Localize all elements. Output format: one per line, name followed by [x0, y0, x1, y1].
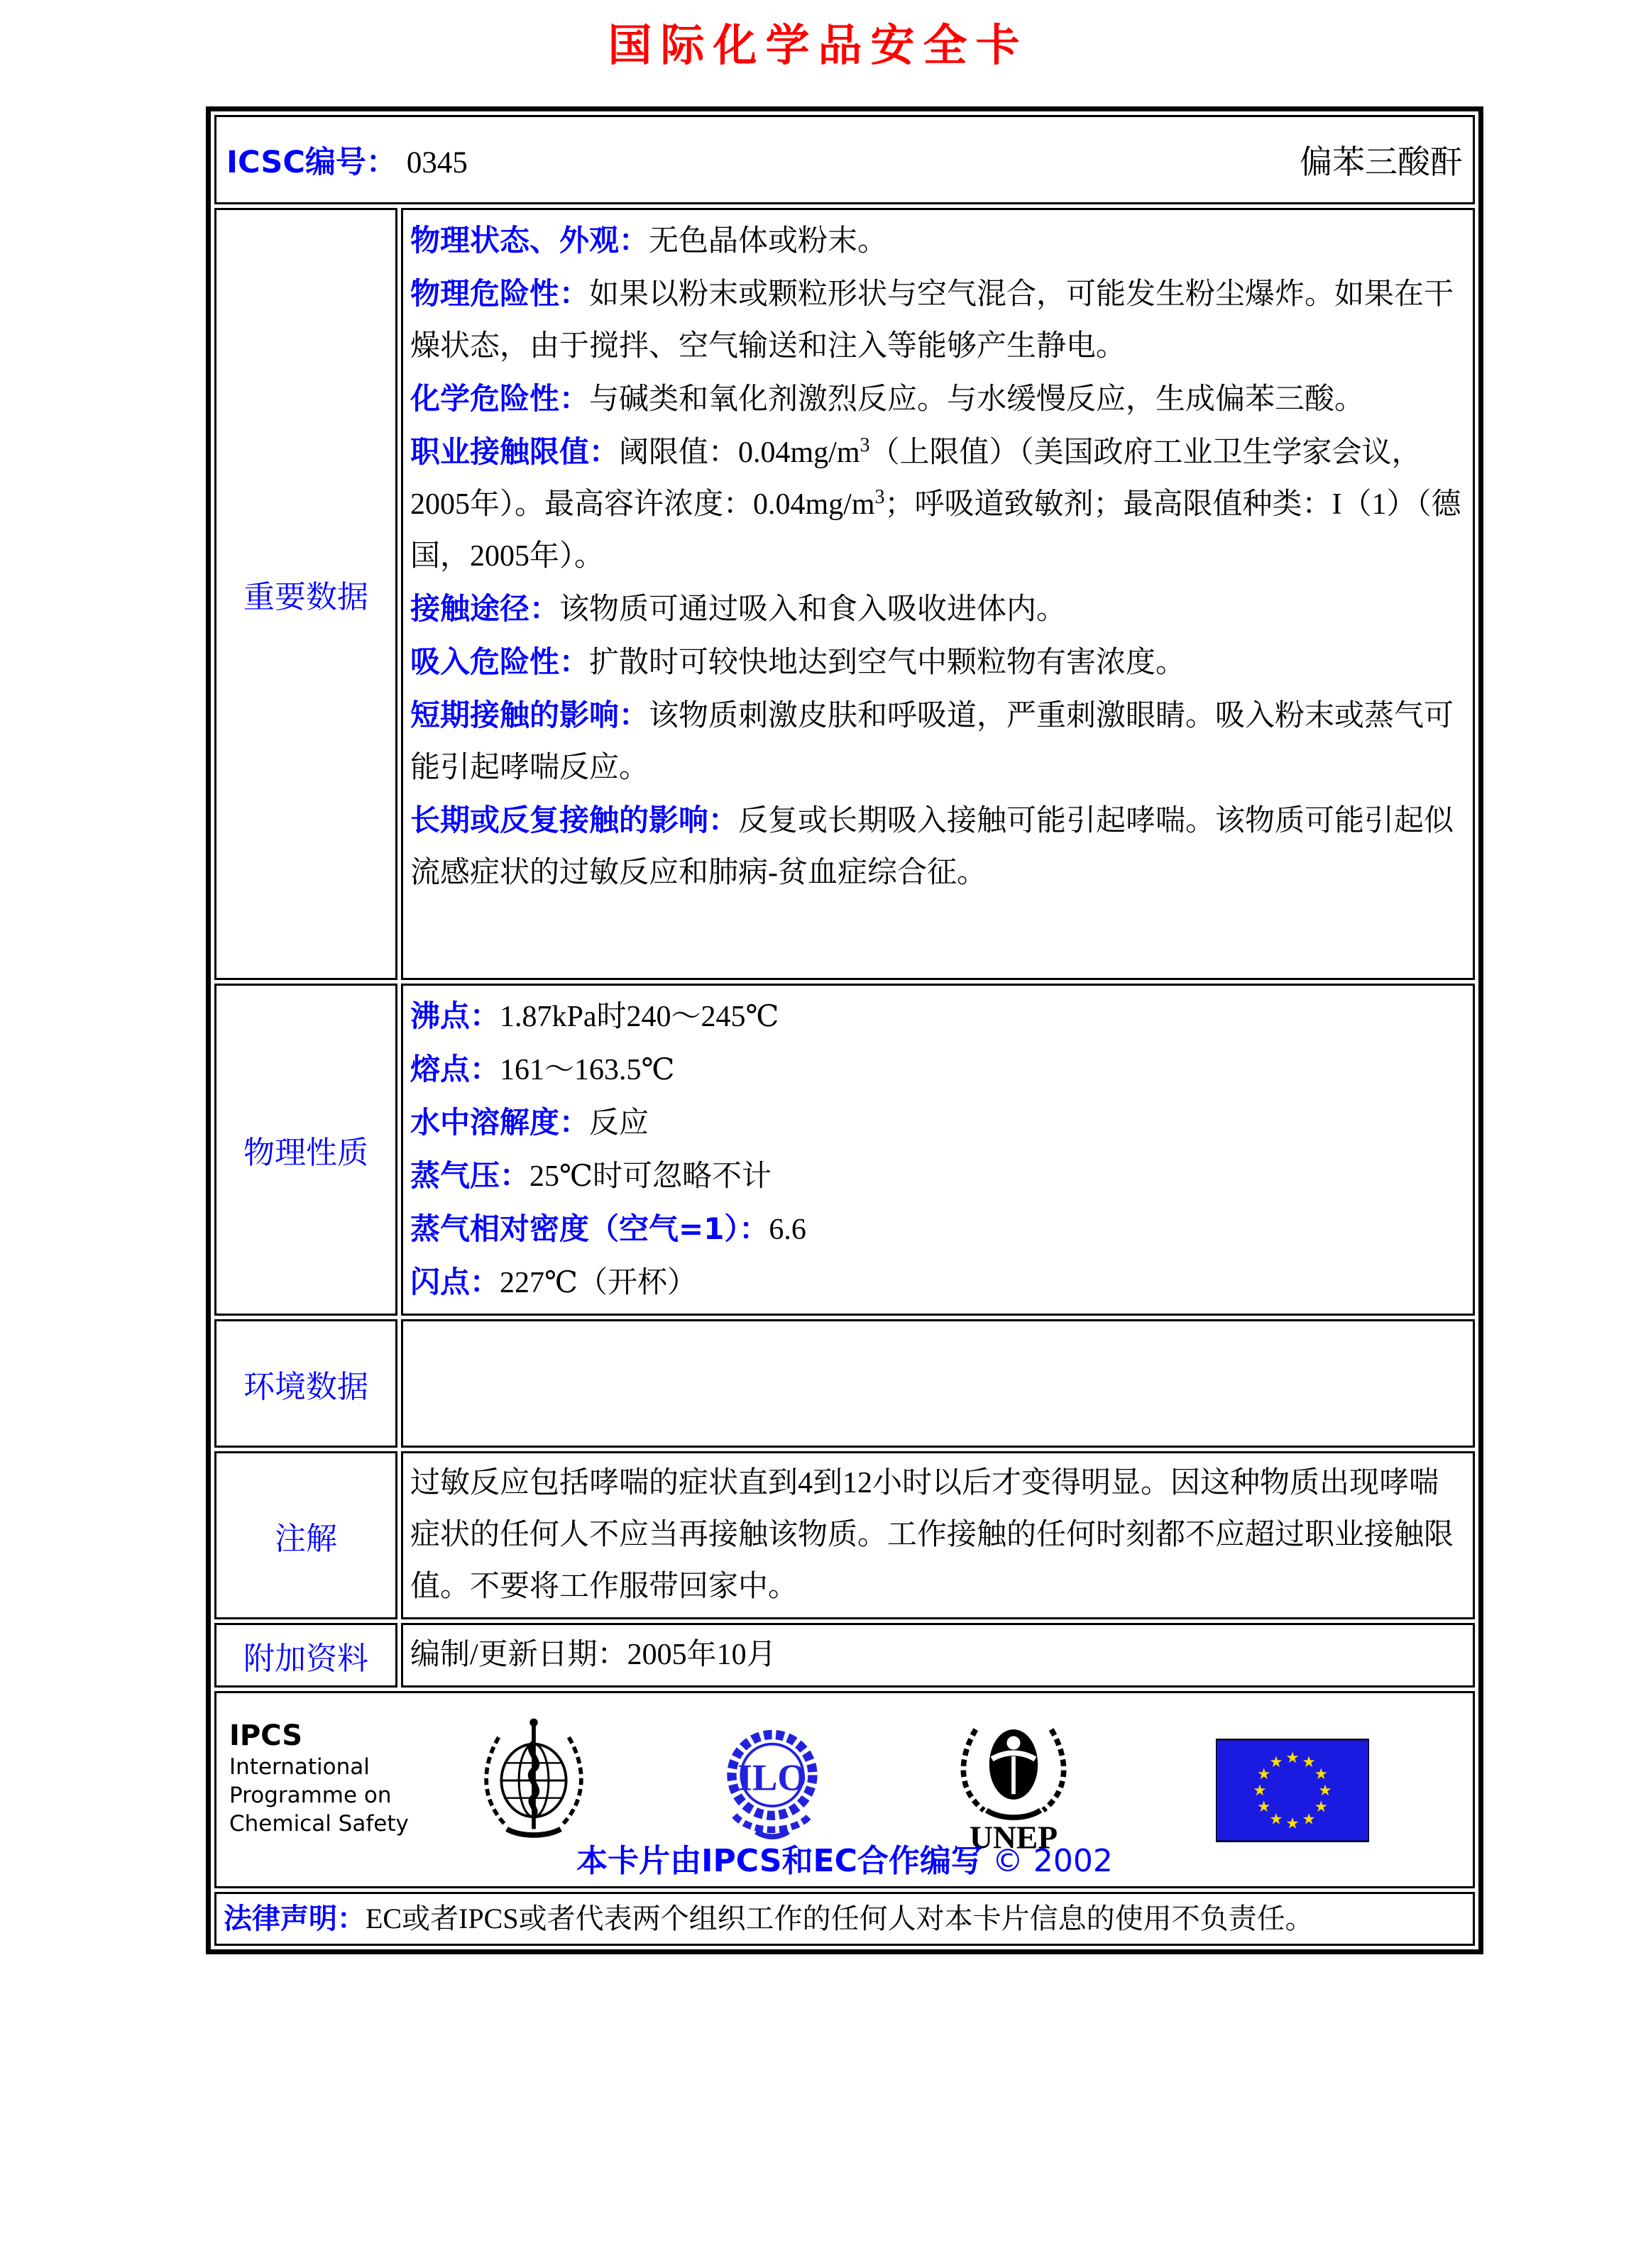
field-chemical-danger: 化学危险性：与碱类和氧化剂激烈反应。与水缓慢反应，生成偏苯三酸。	[410, 381, 1365, 416]
svg-text:UNEP: UNEP	[969, 1819, 1058, 1855]
svg-text:★: ★	[1257, 1766, 1271, 1784]
icsc-number-value: 0345	[406, 145, 468, 180]
cooperation-caption	[216, 1835, 1473, 1881]
icsc-card-table	[206, 106, 1483, 1954]
svg-text:★: ★	[1318, 1782, 1332, 1800]
field-physical-state: 物理状态、外观：无色晶体或粉末。	[410, 223, 888, 258]
ipcs-line3: Chemical Safety	[229, 1811, 409, 1837]
field-occupational-limits: 职业接触限值：阈限值：$0.04mg/m^3$（上限值）（美国政府工业卫生学家会议，2005年）。最高容许浓度：$0.04mg/m^3$；呼吸道致敏剂；最高限值种类：I（1）（德国，2005年）。	[410, 434, 1461, 573]
svg-text:★: ★	[1285, 1749, 1300, 1768]
field-melting-point: 熔点：161～163.5℃	[410, 1052, 675, 1086]
field-water-solubility: 水中溶解度：反应	[410, 1105, 649, 1140]
legal-cell	[214, 1892, 1475, 1946]
section-label-environmental-data: 环境数据	[214, 1319, 397, 1448]
section-label-additional-info: 附加资料	[214, 1623, 397, 1688]
who-logo-icon	[466, 1713, 601, 1851]
svg-text:★: ★	[1257, 1798, 1271, 1817]
copyright-text: © 2002	[992, 1843, 1113, 1879]
header-cell	[214, 115, 1475, 204]
svg-text:★: ★	[1302, 1810, 1316, 1829]
eu-flag-icon	[1216, 1739, 1369, 1846]
svg-text:ILO: ILO	[737, 1756, 807, 1799]
physical-properties-content	[401, 984, 1475, 1316]
notes-row	[214, 1451, 1475, 1619]
svg-text:★: ★	[1269, 1753, 1283, 1771]
svg-text:★: ★	[1314, 1766, 1328, 1784]
additional-info-content: 编制/更新日期：2005年10月	[401, 1623, 1475, 1688]
chemical-name: 偏苯三酸酐	[1300, 144, 1463, 180]
legal-label: 法律声明：	[224, 1903, 366, 1935]
section-label-notes: 注解	[214, 1451, 397, 1619]
ilo-logo-icon	[705, 1713, 840, 1851]
superscript: 3	[874, 486, 885, 508]
ipcs-line1: International	[229, 1754, 370, 1780]
logos-cell	[214, 1691, 1475, 1888]
ipcs-text-block	[229, 1719, 409, 1838]
legal-text: EC或者IPCS或者代表两个组织工作的任何人对本卡片信息的使用不负责任。	[366, 1903, 1314, 1934]
field-vapor-pressure: 蒸气压：25℃时可忽略不计	[410, 1158, 772, 1193]
section-label-important-data: 重要数据	[214, 208, 397, 980]
field-inhalation-risk: 吸入危险性：扩散时可较快地达到空气中颗粒物有害浓度。	[410, 644, 1186, 679]
ipcs-line2: Programme on	[229, 1783, 392, 1808]
section-label-physical-properties: 物理性质	[214, 984, 397, 1316]
field-physical-danger: 物理危险性：如果以粉末或颗粒形状与空气混合，可能发生粉尘爆炸。如果在干燥状态，由于搅拌、空气输送和注入等能够产生静电。	[410, 276, 1454, 363]
field-boiling-point: 沸点：1.87kPa时240～245℃	[410, 998, 779, 1033]
field-flash-point: 闪点：227℃（开杯）	[410, 1265, 697, 1299]
logos-row	[214, 1691, 1475, 1888]
notes-content: 过敏反应包括哮喘的症状直到4到12小时以后才变得明显。因这种物质出现哮喘症状的任何人不应当再接触该物质。工作接触的任何时刻都不应超过职业接触限值。不要将工作服带回家中。	[401, 1451, 1475, 1619]
field-vapor-density: 蒸气相对密度（空气=1）：6.6	[410, 1211, 806, 1246]
header-row	[214, 115, 1475, 204]
page-title: 国际化学品安全卡	[608, 19, 1028, 71]
field-short-term-effects: 短期接触的影响：该物质刺激皮肤和呼吸道，严重刺激眼睛。吸入粉末或蒸气可能引起哮喘反应。	[410, 698, 1454, 784]
field-long-term-effects: 长期或反复接触的影响：反复或长期吸入接触可能引起哮喘。该物质可能引起似流感症状的过敏反应和肺病-贫血症综合征。	[410, 803, 1454, 889]
legal-row	[214, 1892, 1475, 1946]
environmental-data-content	[401, 1319, 1475, 1448]
svg-text:★: ★	[1269, 1810, 1283, 1829]
svg-text:★: ★	[1253, 1782, 1267, 1800]
svg-text:★: ★	[1314, 1798, 1328, 1817]
caption-text: 本卡片由IPCS和EC合作编写	[576, 1843, 982, 1879]
field-exposure-routes: 接触途径：该物质可通过吸入和食入吸收进体内。	[410, 591, 1067, 626]
physical-properties-row	[214, 984, 1475, 1316]
important-data-content	[401, 208, 1475, 980]
superscript: 3	[860, 434, 870, 456]
ipcs-acronym: IPCS	[229, 1719, 303, 1752]
icsc-number-label: ICSC编号：	[226, 144, 397, 180]
environmental-data-row	[214, 1319, 1475, 1448]
additional-info-row	[214, 1623, 1475, 1688]
important-data-row	[214, 208, 1475, 980]
svg-text:★: ★	[1285, 1815, 1300, 1833]
svg-text:★: ★	[1302, 1753, 1316, 1771]
icsc-number-group	[226, 138, 468, 182]
